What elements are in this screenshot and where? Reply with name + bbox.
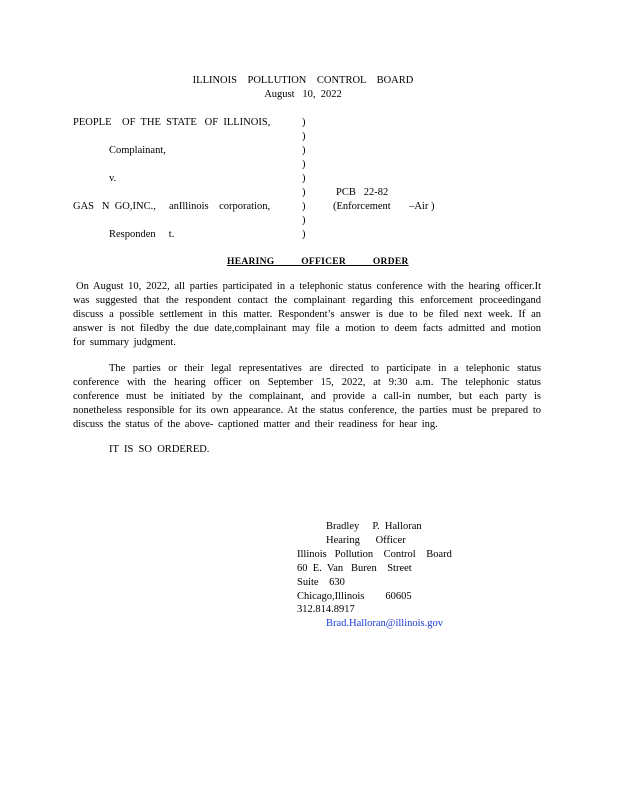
document-title: HEARING OFFICER ORDER <box>227 257 409 267</box>
header-date: August 10, 2022 <box>264 89 342 100</box>
signature-title: Hearing Officer <box>326 535 406 546</box>
signature-name: Bradley P. Halloran <box>326 521 422 532</box>
respondent-role: Responden t. <box>109 229 175 240</box>
header-agency: ILLINOIS POLLUTION CONTROL BOARD <box>192 75 414 86</box>
signature-org: Illinois Pollution Control Board <box>297 549 452 560</box>
signature-phone: 312.814.8917 <box>297 604 355 615</box>
case-type: (Enforcement –Air ) <box>333 201 435 212</box>
respondent-name: GAS N GO,INC., anIllinois corporation, <box>73 201 271 212</box>
complainant-name: PEOPLE OF THE STATE OF ILLINOIS, <box>73 117 271 128</box>
caption-bracket: ) ) ) ) ) ) ) ) ) <box>302 117 306 240</box>
signature-email-link[interactable]: Brad.Halloran@illinois.gov <box>326 618 443 629</box>
paragraph-1: On August 10, 2022, all parties participated in a telephonic status conference with the hearing officer.It was suggested that the respondent contact the complainant regarding this enforcement proceedingand discuss a possible settlement in this matter. Respondent’s answer is due to be filed next week. If an answer is not filedby the due date,complainant may file a motion to deem facts admitted and motion for summary judgment. <box>73 281 541 348</box>
signature-suite: Suite 630 <box>297 577 345 588</box>
signature-street: 60 E. Van Buren Street <box>297 563 412 574</box>
case-number: PCB 22-82 <box>336 187 389 198</box>
complainant-role: Complainant, <box>109 145 166 156</box>
closing-statement: IT IS SO ORDERED. <box>109 444 210 455</box>
versus-label: v. <box>109 173 117 184</box>
signature-city: Chicago,Illinois 60605 <box>297 591 412 602</box>
paragraph-2: The parties or their legal representatives are directed to participate in a telephonic status conference with the hearing officer on September 15, 2022, at 9:30 a.m. The telephonic status conference must be initiated by the complainant, and provide a call-in number, but each party is nonetheless responsible for its own appearance. At the status conference, the parties must be prepared to discuss the status of the above- captioned matter and their readiness for hear ing. <box>73 363 541 430</box>
